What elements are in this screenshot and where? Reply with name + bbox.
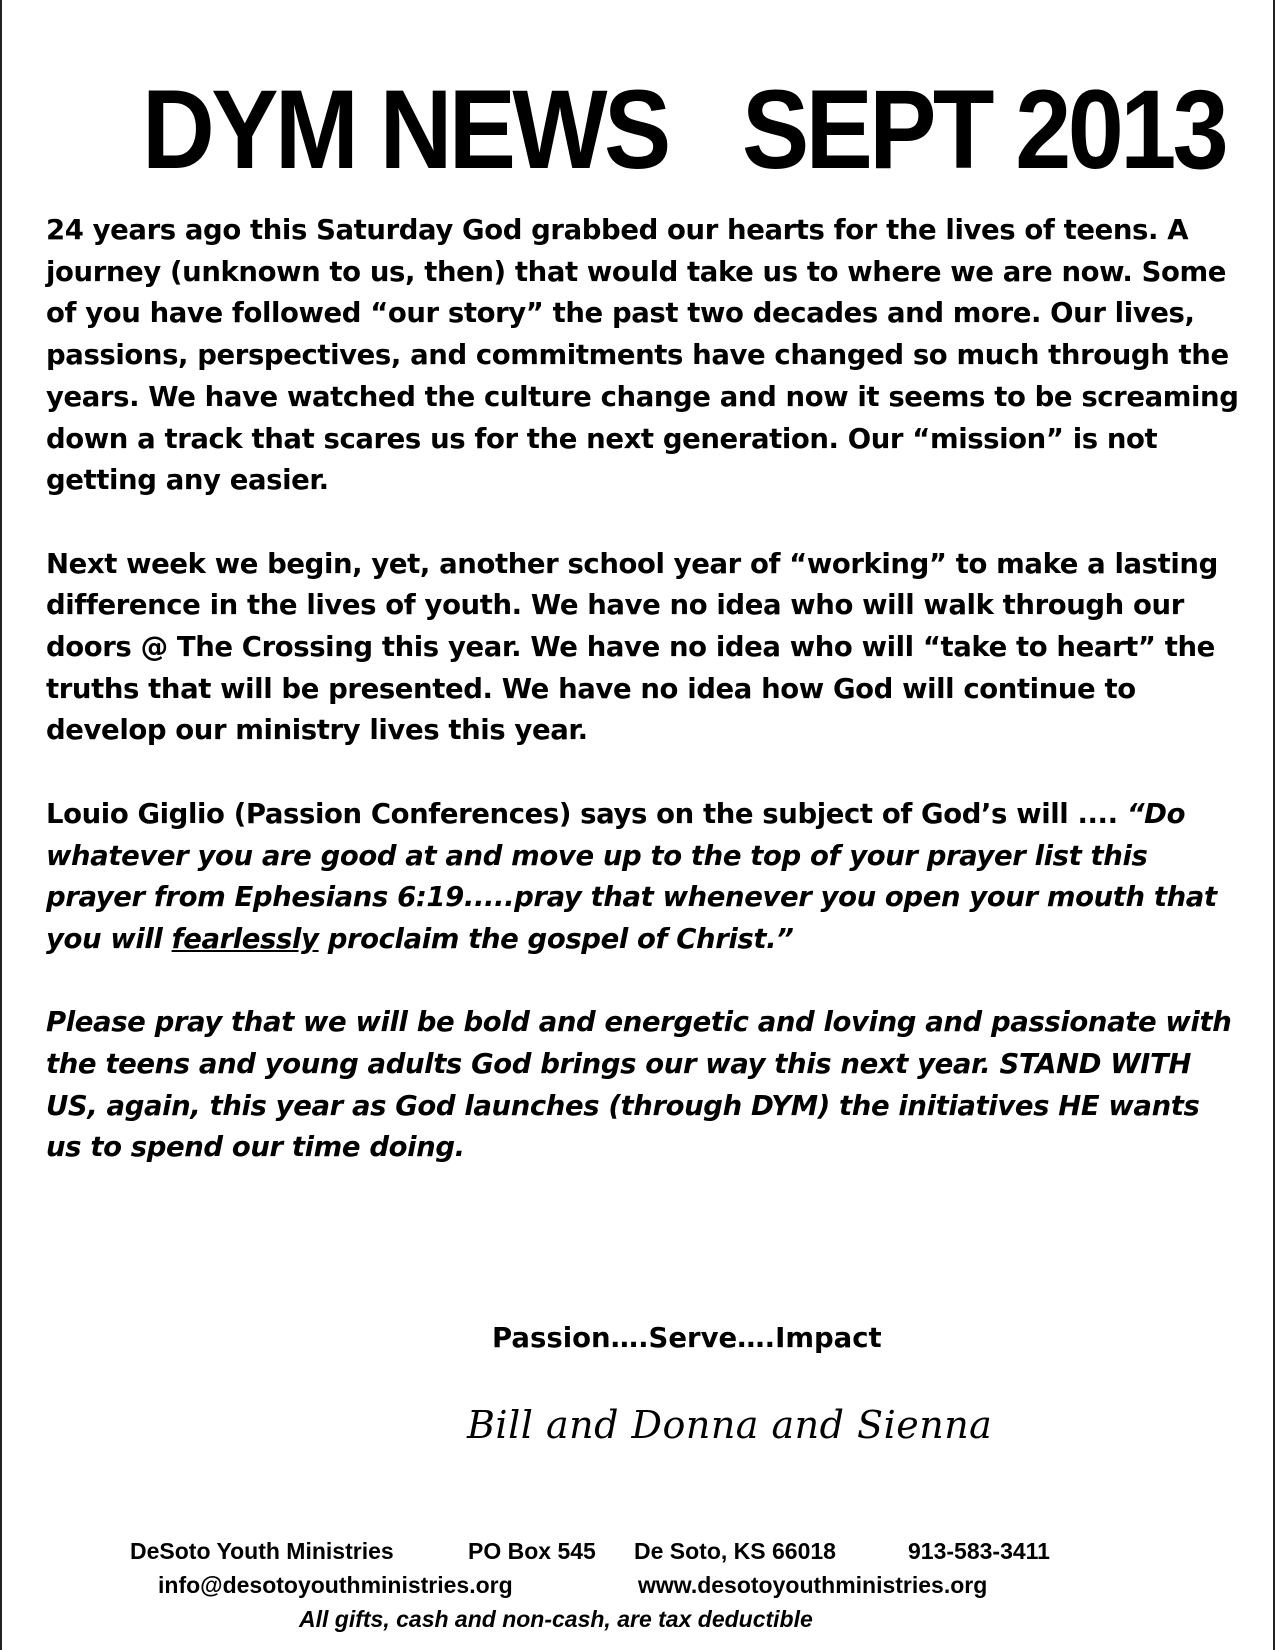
signature: Bill and Donna and Sienna: [467, 1403, 993, 1447]
tagline: Passion….Serve….Impact: [492, 1322, 882, 1354]
paragraph-school-year: Next week we begin, yet, another school year of “working” to make a lasting difference in the lives of youth. We have no idea who will walk through our doors @ The Crossing this year. We have no idea who will “take to heart” the truths that will be presented. We have no idea how God will continue to develop our ministry lives this year.: [46, 547, 1218, 747]
footer-tax-note: All gifts, cash and non-cash, are tax deductible: [299, 1606, 813, 1632]
quote-text-a: “Do whatever you are good at and move up to the top of your prayer list this prayer from Ephesians 6:19.....pray that whenever you open your mouth that you will: [46, 797, 1217, 955]
quote-underlined-word: fearlessly: [171, 922, 319, 955]
quote-attribution: Louio Giglio (Passion Conferences) says on the subject of God’s will ....: [46, 797, 1127, 830]
footer-email: info@desotoyouthministries.org: [158, 1572, 513, 1598]
masthead: [2, 62, 1275, 197]
newsletter-title: DYM NEWS: [142, 67, 668, 192]
quote-text-b: proclaim the gospel of Christ.”: [318, 922, 794, 955]
footer-city: De Soto, KS 66018: [634, 1538, 836, 1564]
footer-phone: 913-583-3411: [908, 1538, 1050, 1564]
paragraph-prayer-request: Please pray that we will be bold and energetic and loving and passionate with the teens and young adults God brings our way this next year. STAND WITH US, again, this year as God launches (through DYM) the initiatives HE wants us to spend our time doing.: [46, 1006, 1232, 1164]
footer-po-box: PO Box 545: [468, 1538, 596, 1564]
paragraph-giglio-quote: [46, 794, 1241, 961]
paragraph-anniversary: 24 years ago this Saturday God grabbed our hearts for the lives of teens. A journey (unknown to us, then) that would take us to where we are now. Some of you have followed “our story” the past two decades and more. Our lives, passions, perspectives, and commitments have changed so much through the years. We have watched the culture change and now it seems to be screaming down a track that scares us for the next generation. Our “mission” is not getting any easier.: [46, 214, 1239, 497]
newsletter-date: SEPT 2013: [742, 67, 1226, 192]
footer-org: DeSoto Youth Ministries: [130, 1538, 394, 1564]
footer-website: www.desotoyouthministries.org: [638, 1572, 988, 1598]
letter-body: [46, 210, 1241, 1169]
